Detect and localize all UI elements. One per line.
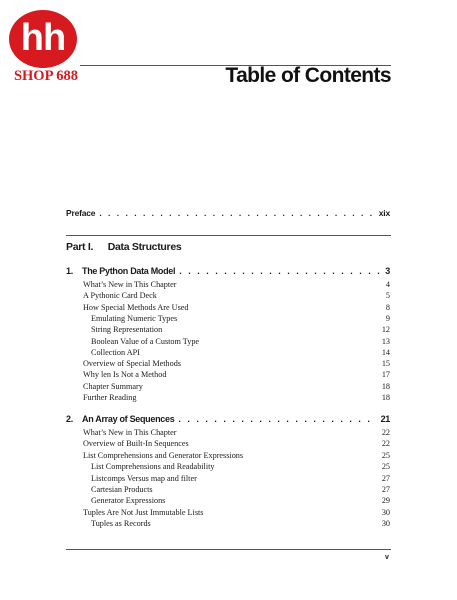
chapter-page: 21 bbox=[380, 414, 390, 424]
toc-entry[interactable] bbox=[83, 303, 390, 313]
entry-page: 5 bbox=[385, 291, 390, 301]
logo-mark: hh bbox=[20, 17, 66, 59]
bottom-rule bbox=[66, 549, 391, 550]
toc-entry[interactable] bbox=[83, 382, 390, 392]
entry-page: 30 bbox=[381, 507, 390, 517]
part-number: Part I. bbox=[66, 241, 94, 253]
toc-chapter-1[interactable] bbox=[66, 266, 390, 276]
toc-subentry[interactable] bbox=[91, 519, 390, 529]
preface-page: xix bbox=[378, 208, 390, 218]
entry-label: Boolean Value of a Custom Type bbox=[91, 336, 200, 346]
entry-page: 14 bbox=[381, 347, 390, 357]
entry-label: String Representation bbox=[91, 325, 163, 335]
toc-subentry[interactable] bbox=[91, 325, 390, 335]
entry-label: List Comprehensions and Readability bbox=[91, 462, 215, 472]
entry-page: 13 bbox=[381, 336, 390, 346]
entry-label: Why len Is Not a Method bbox=[83, 370, 167, 380]
toc-subentry[interactable] bbox=[91, 462, 390, 472]
entry-page: 15 bbox=[381, 359, 390, 369]
entry-page: 9 bbox=[385, 313, 390, 323]
entry-page: 27 bbox=[381, 473, 390, 483]
toc-subentry[interactable] bbox=[91, 474, 390, 484]
entry-label: Tuples as Records bbox=[91, 519, 151, 529]
toc-subentry[interactable] bbox=[91, 496, 390, 506]
toc-chapter-2[interactable] bbox=[66, 414, 390, 424]
entry-label: Collection API bbox=[91, 347, 140, 357]
entry-label: What’s New in This Chapter bbox=[83, 280, 177, 289]
entry-page: 25 bbox=[381, 462, 390, 472]
entry-label: How Special Methods Are Used bbox=[83, 302, 189, 312]
entry-label: What’s New in This Chapter bbox=[83, 428, 177, 437]
toc-subentry[interactable] bbox=[91, 485, 390, 495]
entry-page: 22 bbox=[381, 428, 390, 437]
entry-page: 29 bbox=[381, 496, 390, 506]
leader-dots bbox=[99, 208, 374, 218]
chapter-number: 2. bbox=[66, 414, 73, 424]
toc-subentry[interactable] bbox=[91, 314, 390, 324]
entry-page: 18 bbox=[381, 393, 390, 402]
entry-page: 17 bbox=[381, 370, 390, 380]
entry-label: Cartesian Products bbox=[91, 485, 153, 494]
toc-entry[interactable] bbox=[83, 393, 390, 403]
toc-entry[interactable] bbox=[83, 291, 390, 301]
entry-label: Overview of Special Methods bbox=[83, 359, 181, 369]
entry-page: 30 bbox=[381, 519, 390, 529]
toc-entry[interactable] bbox=[83, 280, 390, 290]
toc-entry[interactable] bbox=[83, 428, 390, 438]
entry-page: 18 bbox=[381, 381, 390, 391]
part-rule bbox=[66, 235, 391, 236]
leader-dots bbox=[178, 414, 376, 424]
entry-page: 27 bbox=[381, 485, 390, 494]
toc-entry[interactable] bbox=[83, 370, 390, 380]
entry-label: Tuples Are Not Just Immutable Lists bbox=[83, 507, 204, 517]
entry-page: 4 bbox=[385, 280, 390, 289]
chapter-title: The Python Data Model bbox=[82, 266, 176, 276]
entry-page: 25 bbox=[381, 450, 390, 460]
entry-label: Chapter Summary bbox=[83, 381, 143, 391]
toc-entry[interactable] bbox=[83, 359, 390, 369]
toc-subentry[interactable] bbox=[91, 348, 390, 358]
toc-part-heading[interactable] bbox=[66, 241, 193, 253]
logo-text: SHOP 688 bbox=[13, 68, 79, 84]
toc-entry[interactable] bbox=[83, 508, 390, 518]
toc-preface[interactable] bbox=[66, 208, 390, 218]
entry-label: Generator Expressions bbox=[91, 496, 166, 506]
chapter-page: 3 bbox=[385, 266, 390, 276]
entry-label: A Pythonic Card Deck bbox=[83, 291, 157, 301]
part-title: Data Structures bbox=[107, 241, 182, 253]
entry-page: 22 bbox=[381, 439, 390, 449]
entry-label: Emulating Numeric Types bbox=[91, 313, 178, 323]
entry-label: List Comprehensions and Generator Expressions bbox=[83, 450, 244, 460]
entry-page: 8 bbox=[385, 302, 390, 312]
entry-label: Further Reading bbox=[83, 393, 137, 402]
shop-logo bbox=[6, 10, 80, 84]
entry-page: 12 bbox=[381, 325, 390, 335]
toc-entry[interactable] bbox=[83, 439, 390, 449]
entry-label: Listcomps Versus map and filter bbox=[91, 473, 197, 483]
page-title: Table of Contents bbox=[225, 64, 391, 87]
entry-label: Overview of Built-In Sequences bbox=[83, 439, 189, 449]
chapter-title: An Array of Sequences bbox=[82, 414, 175, 424]
preface-label: Preface bbox=[66, 208, 96, 218]
chapter-number: 1. bbox=[66, 266, 73, 276]
toc-entry[interactable] bbox=[83, 451, 390, 461]
page-number: v bbox=[385, 554, 389, 561]
leader-dots bbox=[179, 266, 381, 276]
toc-subentry[interactable] bbox=[91, 337, 390, 347]
